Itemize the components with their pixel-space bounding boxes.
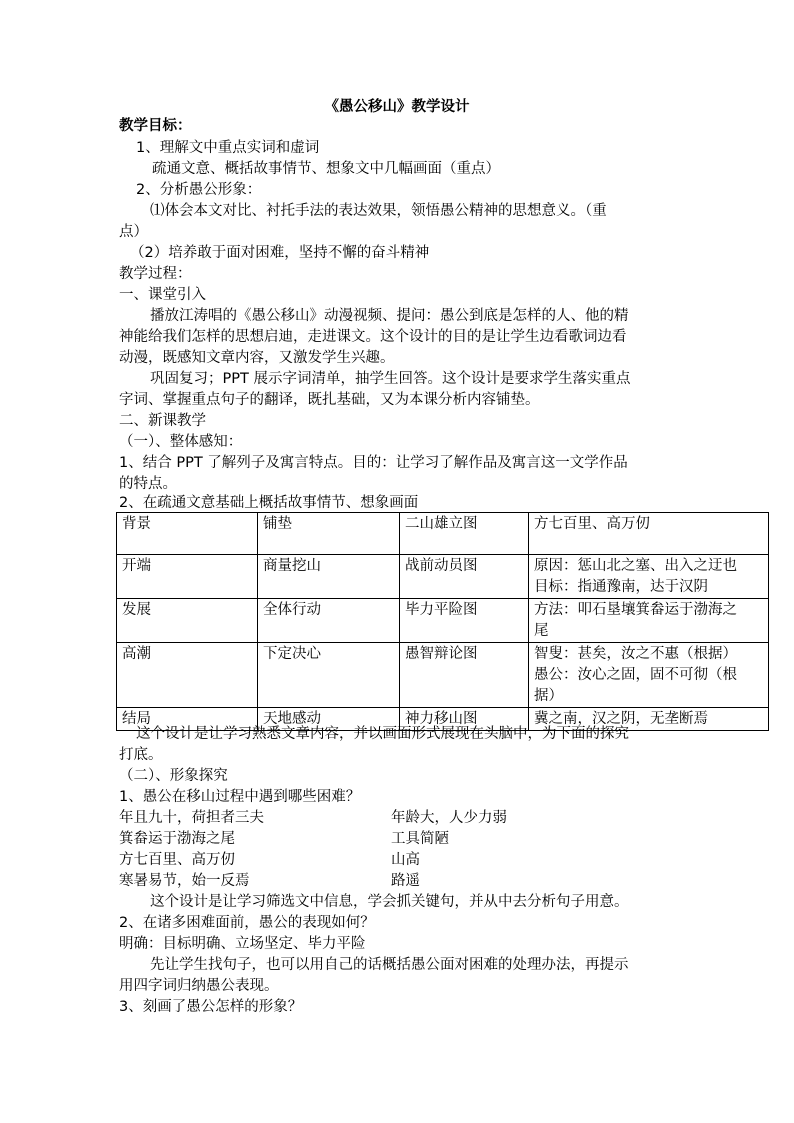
table-cell-detail (529, 513, 769, 555)
goal-2: 2、分析愚公形象： (136, 182, 262, 198)
table-cell-picture: 战前动员图 (400, 555, 529, 599)
difficulty-quote: 年且九十，荷担者三夫 (119, 810, 264, 826)
intro-paragraph-1-line2: 神能给我们怎样的思想启迪，走进课文。这个设计的目的是让学生边看歌词边看 (119, 329, 627, 345)
table-row (117, 555, 769, 599)
difficulty-meaning: 年龄大，人少力弱 (391, 810, 507, 826)
subsection-1-item1-line1: 1、结合 PPT 了解列子及寓言特点。目的：让学习了解作品及寓言这一文学作品 (119, 455, 628, 471)
process-heading: 教学过程： (119, 266, 192, 282)
table-cell-stage: 结局 (117, 708, 258, 731)
difficulty-meaning: 山高 (391, 852, 420, 868)
difficulty-row (119, 829, 449, 850)
goal-2-a-line1: ⑴体会本文对比、衬托手法的表达效果，领悟愚公精神的思想意义。（重 (150, 203, 607, 219)
question-3: 3、刻画了愚公怎样的形象？ (119, 999, 303, 1015)
intro-paragraph-2-line2: 字词、掌握重点句子的翻译，既扎基础，又为本课分析内容铺垫。 (119, 392, 540, 408)
table-cell-picture: 毕力平险图 (400, 599, 529, 643)
difficulty-row (119, 871, 420, 892)
table-cell-stage: 开端 (117, 555, 258, 599)
intro-paragraph-1-line3: 动漫，既感知文章内容，又激发学生兴趣。 (119, 350, 395, 366)
detail-line: 愚公：汝心之固，固不可彻（根 (534, 667, 737, 683)
goal-2-a-line2: 点） (119, 224, 148, 240)
difficulty-meaning: 工具简陋 (391, 831, 449, 847)
table-cell-event: 下定决心 (258, 643, 400, 708)
question-2: 2、在诸多困难面前，愚公的表现如何？ (119, 915, 375, 931)
difficulty-row (119, 808, 507, 829)
question-2-note-line2: 用四字词归纳愚公表现。 (119, 978, 279, 994)
section-2-heading: 二、新课教学 (119, 413, 206, 429)
difficulty-quote: 方七百里、高万仞 (119, 852, 235, 868)
table-cell-stage: 背景 (117, 513, 258, 555)
story-structure-table (116, 512, 769, 731)
subsection-1-heading: （一）、整体感知： (119, 434, 243, 450)
table-cell-event: 铺垫 (258, 513, 400, 555)
detail-line: 方法：叩石垦壤箕畚运于渤海之 (534, 602, 737, 618)
detail-line: 目标：指通豫南，达于汉阴 (534, 579, 708, 595)
question-1: 1、愚公在移山过程中遇到哪些困难？ (119, 789, 361, 805)
detail-line: 原因：惩山北之塞、出入之迂也 (534, 558, 737, 574)
question-2-answer: 明确：目标明确、立场坚定、毕力平险 (119, 936, 366, 952)
table-row (117, 599, 769, 643)
table-cell-detail (529, 555, 769, 599)
intro-paragraph-2-line1: 巩固复习；PPT 展示字词清单，抽学生回答。这个设计是要求学生落实重点 (150, 371, 631, 387)
after-table-note-line2: 打底。 (119, 747, 163, 763)
difficulty-quote: 箕畚运于渤海之尾 (119, 831, 235, 847)
table-row (117, 513, 769, 555)
table-cell-event: 商量挖山 (258, 555, 400, 599)
table-cell-detail (529, 643, 769, 708)
table-cell-event: 天地感动 (258, 708, 400, 731)
detail-line: 智叟：甚矣，汝之不惠（根据） (534, 646, 737, 662)
detail-line: 尾 (534, 623, 549, 639)
table-cell-stage: 发展 (117, 599, 258, 643)
difficulty-meaning: 路遥 (391, 873, 420, 889)
table-cell-event: 全体行动 (258, 599, 400, 643)
detail-line: 据） (534, 688, 563, 704)
goal-1: 1、理解文中重点实词和虚词 (136, 140, 320, 156)
question-1-note: 这个设计是让学习筛选文中信息，学会抓关键句，并从中去分析句子用意。 (150, 894, 629, 910)
difficulty-quote: 寒暑易节，始一反焉 (119, 873, 250, 889)
goals-heading: 教学目标： (119, 118, 192, 134)
table-row (117, 643, 769, 708)
question-2-note-line1: 先让学生找句子，也可以用自己的话概括愚公面对困难的处理办法，再提示 (150, 957, 629, 973)
table-cell-picture: 二山雄立图 (400, 513, 529, 555)
goal-2-b: （2）培养敢于面对困难，坚持不懈的奋斗精神 (130, 245, 430, 261)
table-cell-picture: 愚智辩论图 (400, 643, 529, 708)
table-cell-picture: 神力移山图 (400, 708, 529, 731)
subsection-1-item2: 2、在疏通文意基础上概括故事情节、想象画面 (119, 495, 419, 511)
section-1-heading: 一、课堂引入 (119, 287, 206, 303)
after-table-note-line1: 这个设计是让学习熟悉文章内容，并以画面形式展现在头脑中，为下面的探究 (136, 726, 629, 742)
subsection-2-heading: （二）、形象探究 (119, 768, 228, 784)
difficulty-row (119, 850, 420, 871)
detail-line: 方七百里、高万仞 (534, 516, 650, 532)
subsection-1-item1-line2: 的特点。 (119, 476, 177, 492)
table-cell-detail (529, 599, 769, 643)
detail-line: 冀之南，汉之阴，无垄断焉 (534, 711, 708, 727)
table-cell-stage: 高潮 (117, 643, 258, 708)
intro-paragraph-1-line1: 播放江涛唱的《愚公移山》动漫视频、提问：愚公到底是怎样的人、他的精 (150, 308, 629, 324)
goal-1-detail: 疏通文意、概括故事情节、想象文中几幅画面（重点） (152, 161, 500, 177)
document-title: 《愚公移山》教学设计 (324, 99, 470, 115)
